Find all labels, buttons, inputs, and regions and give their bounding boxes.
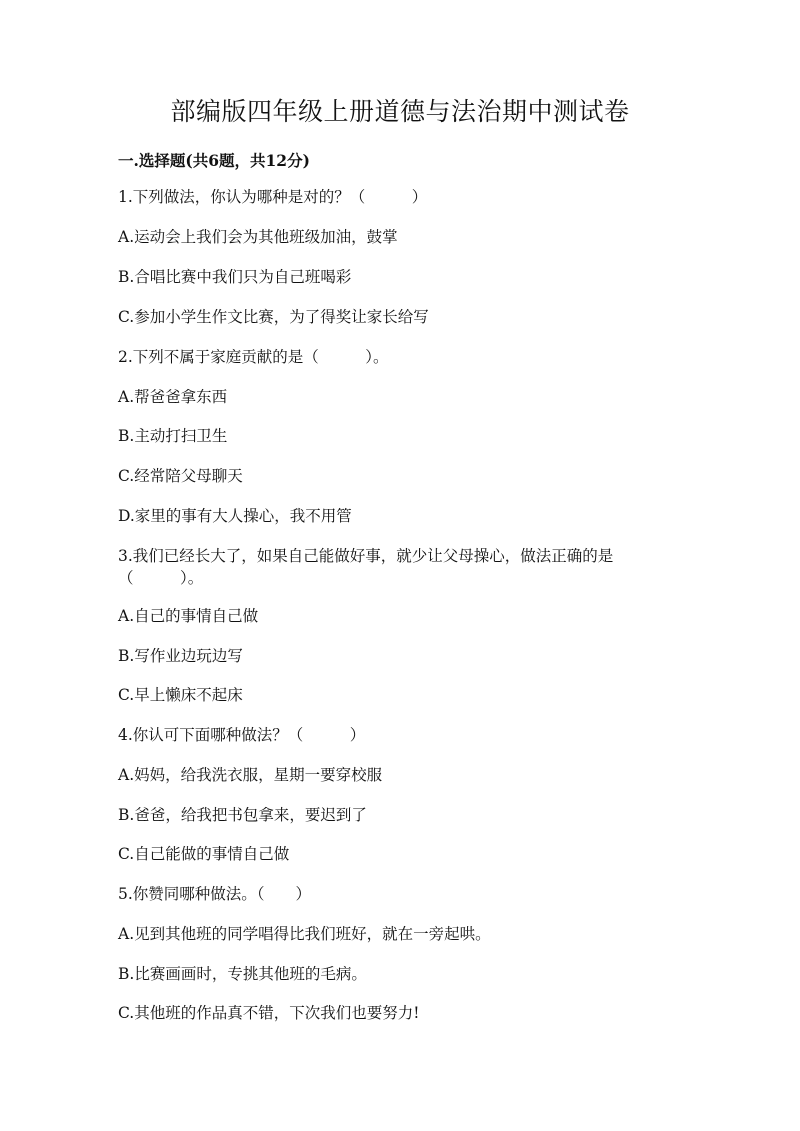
question-3-option-a: A.自己的事情自己做 <box>118 607 259 625</box>
question-1-option-c: C.参加小学生作文比赛，为了得奖让家长给写 <box>118 308 429 326</box>
question-4-option-c: C.自己能做的事情自己做 <box>118 845 290 863</box>
question-5-option-c: C.其他班的作品真不错，下次我们也要努力! <box>118 1004 420 1022</box>
question-5-option-a: A.见到其他班的同学唱得比我们班好，就在一旁起哄。 <box>118 925 491 943</box>
question-4-option-b: B.爸爸，给我把书包拿来，要迟到了 <box>118 806 367 824</box>
section-heading: 一.选择题(共6题，共12分) <box>118 151 310 170</box>
question-1: 1.下列做法，你认为哪种是对的？（ ） <box>118 188 428 206</box>
question-4-option-a: A.妈妈，给我洗衣服，星期一要穿校服 <box>118 766 383 784</box>
question-3-continuation: （ ）。 <box>118 569 204 587</box>
question-2-option-a: A.帮爸爸拿东西 <box>118 388 228 406</box>
question-1-option-b: B.合唱比赛中我们只为自己班喝彩 <box>118 268 352 286</box>
question-5: 5.你赞同哪种做法。（ ） <box>118 885 312 903</box>
question-2-option-d: D.家里的事有大人操心，我不用管 <box>118 507 352 525</box>
question-3-option-c: C.早上懒床不起床 <box>118 686 243 704</box>
question-3-option-b: B.写作业边玩边写 <box>118 647 243 665</box>
question-5-option-b: B.比赛画画时，专挑其他班的毛病。 <box>118 965 367 983</box>
question-4: 4.你认可下面哪种做法？（ ） <box>118 726 366 744</box>
question-1-option-a: A.运动会上我们会为其他班级加油，鼓掌 <box>118 228 398 246</box>
question-2-option-c: C.经常陪父母聊天 <box>118 467 243 485</box>
question-2-option-b: B.主动打扫卫生 <box>118 427 228 445</box>
question-3: 3.我们已经长大了，如果自己能做好事，就少让父母操心，做法正确的是 <box>118 547 614 565</box>
question-2: 2.下列不属于家庭贡献的是（ ）。 <box>118 348 389 366</box>
page-title: 部编版四年级上册道德与法治期中测试卷 <box>170 97 630 126</box>
